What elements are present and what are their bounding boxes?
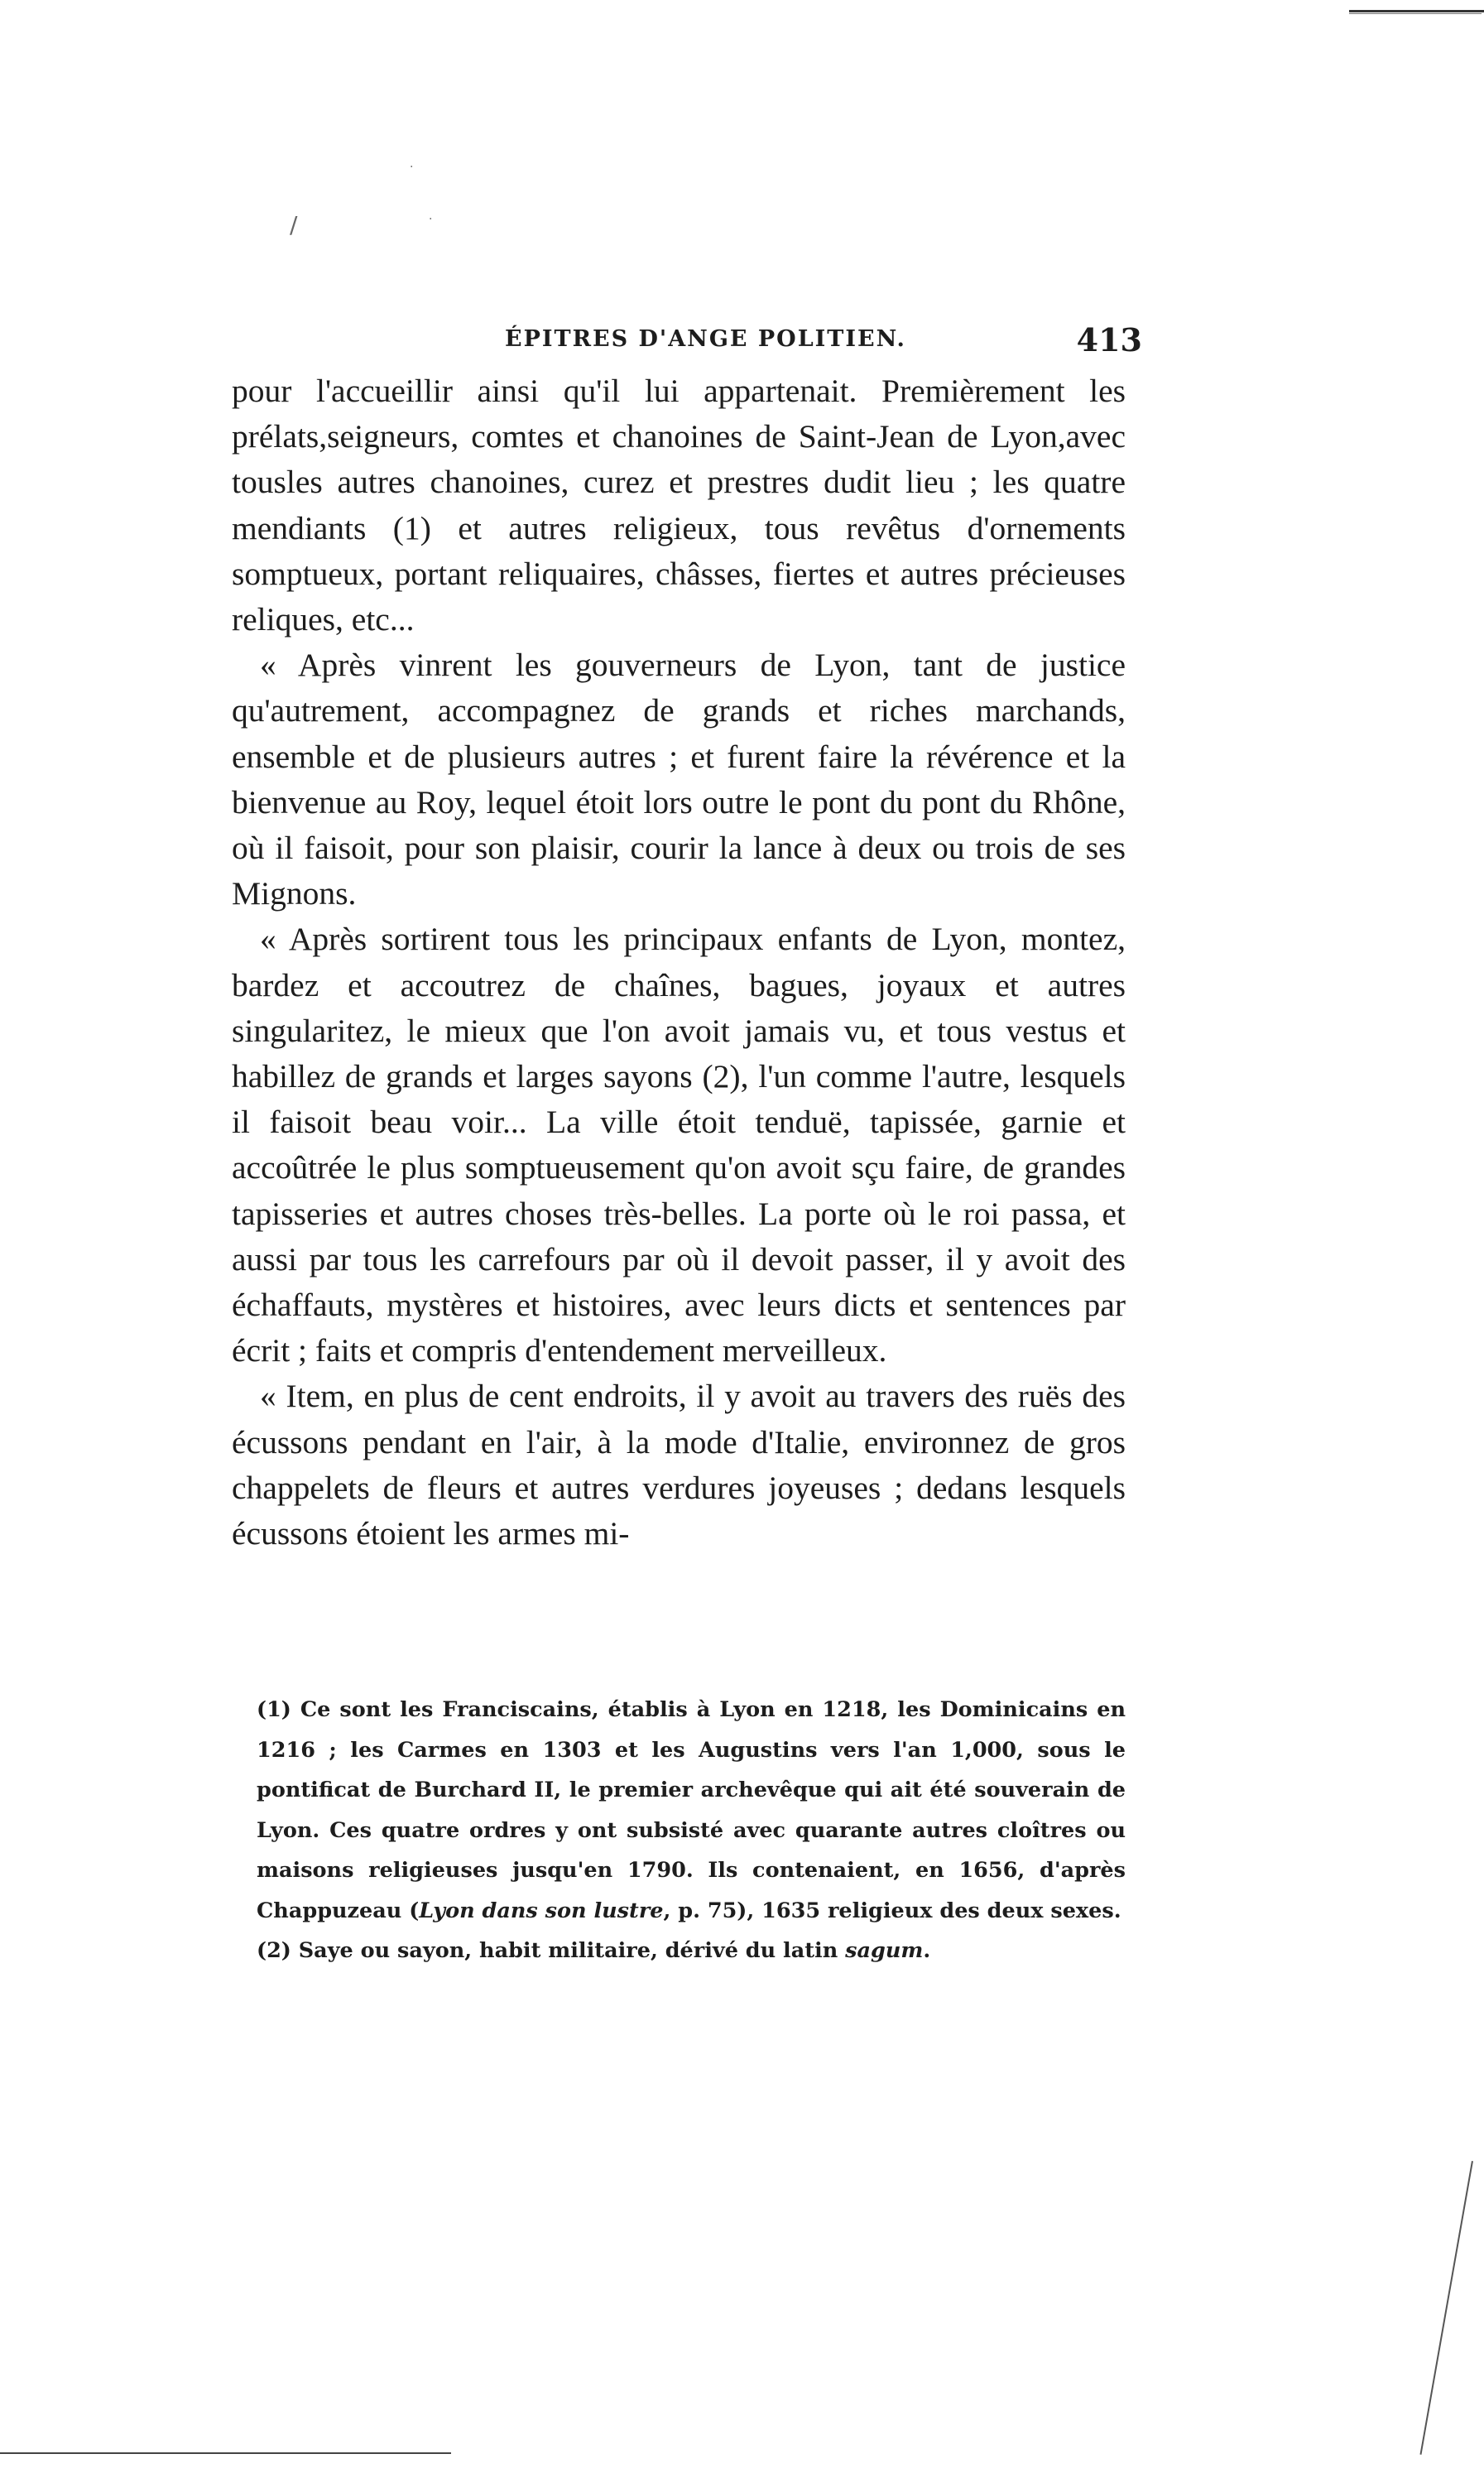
main-text [232,368,1126,1557]
right-edge-mark [1419,2161,1472,2455]
paragraph: « Après sortirent tous les principaux enfants de Lyon, montez, bardez et accoutrez de chaînes, bagues, joyaux et autres singularitez, le mieux que l'on avoit jamais vu, et tous vestus et habillez de grands et larges sayons (2), l'un comme l'autre, lesquels il faisoit beau voir... La ville étoit tenduë, tapissée, garnie et accoûtrée le plus somptueusement qu'on avoit sçu faire, de grandes tapisseries et autres choses très-belles. La porte où le roi passa, et aussi par tous les carrefours par où il devoit passer, il y avoit des échaffauts, mystères et histoires, avec leurs dicts et sentences par écrit ; faits et compris d'entendement merveilleux. [232,921,1126,1369]
footnote-1 [257,1690,1126,1931]
scan-speck: · [429,213,433,226]
top-edge-rule [1349,10,1484,12]
paragraph: « Après vinrent les gouverneurs de Lyon, tant de justice qu'autrement, accompagnez de grands et riches marchands, ensemble et de plusieurs autres ; et furent faire la révérence et la bienvenue au Roy, lequel étoit lors outre le pont du pont du Rhône, où il faisoit, pour son plaisir, courir la lance à deux ou trois de ses Mignons. [232,647,1126,912]
footnote-2-text: (2) Saye ou sayon, habit militaire, dérivé du latin [257,1938,846,1963]
footnote-1-text: (1) Ce sont les Franciscains, établis à Lyon en 1218, les Dominicains en 1216 ; les Carmes en 1303 et les Augustins vers l'an 1,000, sous le pontificat de Burchard II, le premier archevêque qui ait été souverain de Lyon. Ces quatre ordres y ont subsisté avec quarante autres cloîtres ou maisons religieuses jusqu'en 1790. Ils contenaient, en 1656, d'après Chappuzeau ( [257,1697,1126,1923]
footnote-2-latin-term: sagum [845,1938,924,1963]
bottom-edge-rule [0,2452,451,2454]
running-head: ÉPITRES D'ANGE POLITIEN. [505,326,906,352]
top-edge-rule-thin [1349,13,1482,14]
footnote-1-end: , p. 75), 1635 religieux des deux sexes. [663,1898,1121,1923]
scan-speck: · [410,161,414,174]
paragraph: « Item, en plus de cent endroits, il y avoit au travers des ruës des écussons pendant en l'air, à la mode d'Italie, environnez de gros chappelets de fleurs et autres verdures joyeuses ; dedans lesquels écussons étoient les armes mi- [232,1378,1126,1552]
page-header [232,321,1142,368]
scan-speck: / [290,211,298,238]
paragraph: pour l'accueillir ainsi qu'il lui appartenait. Premièrement les prélats,seigneurs, comtes et chanoines de Saint-Jean de Lyon,avec tousles autres chanoines, curez et prestres dudit lieu ; les quatre mendiants (1) et autres religieux, tous revêtus d'ornements somptueux, portant reliquaires, châsses, fiertes et autres précieuses reliques, etc... [232,373,1126,638]
footnote-2 [257,1931,1126,1971]
footnotes [257,1690,1126,1971]
page-number: 413 [1076,321,1142,358]
footnote-2-end: . [923,1938,931,1963]
footnote-1-book-title: Lyon dans son lustre [419,1898,664,1923]
